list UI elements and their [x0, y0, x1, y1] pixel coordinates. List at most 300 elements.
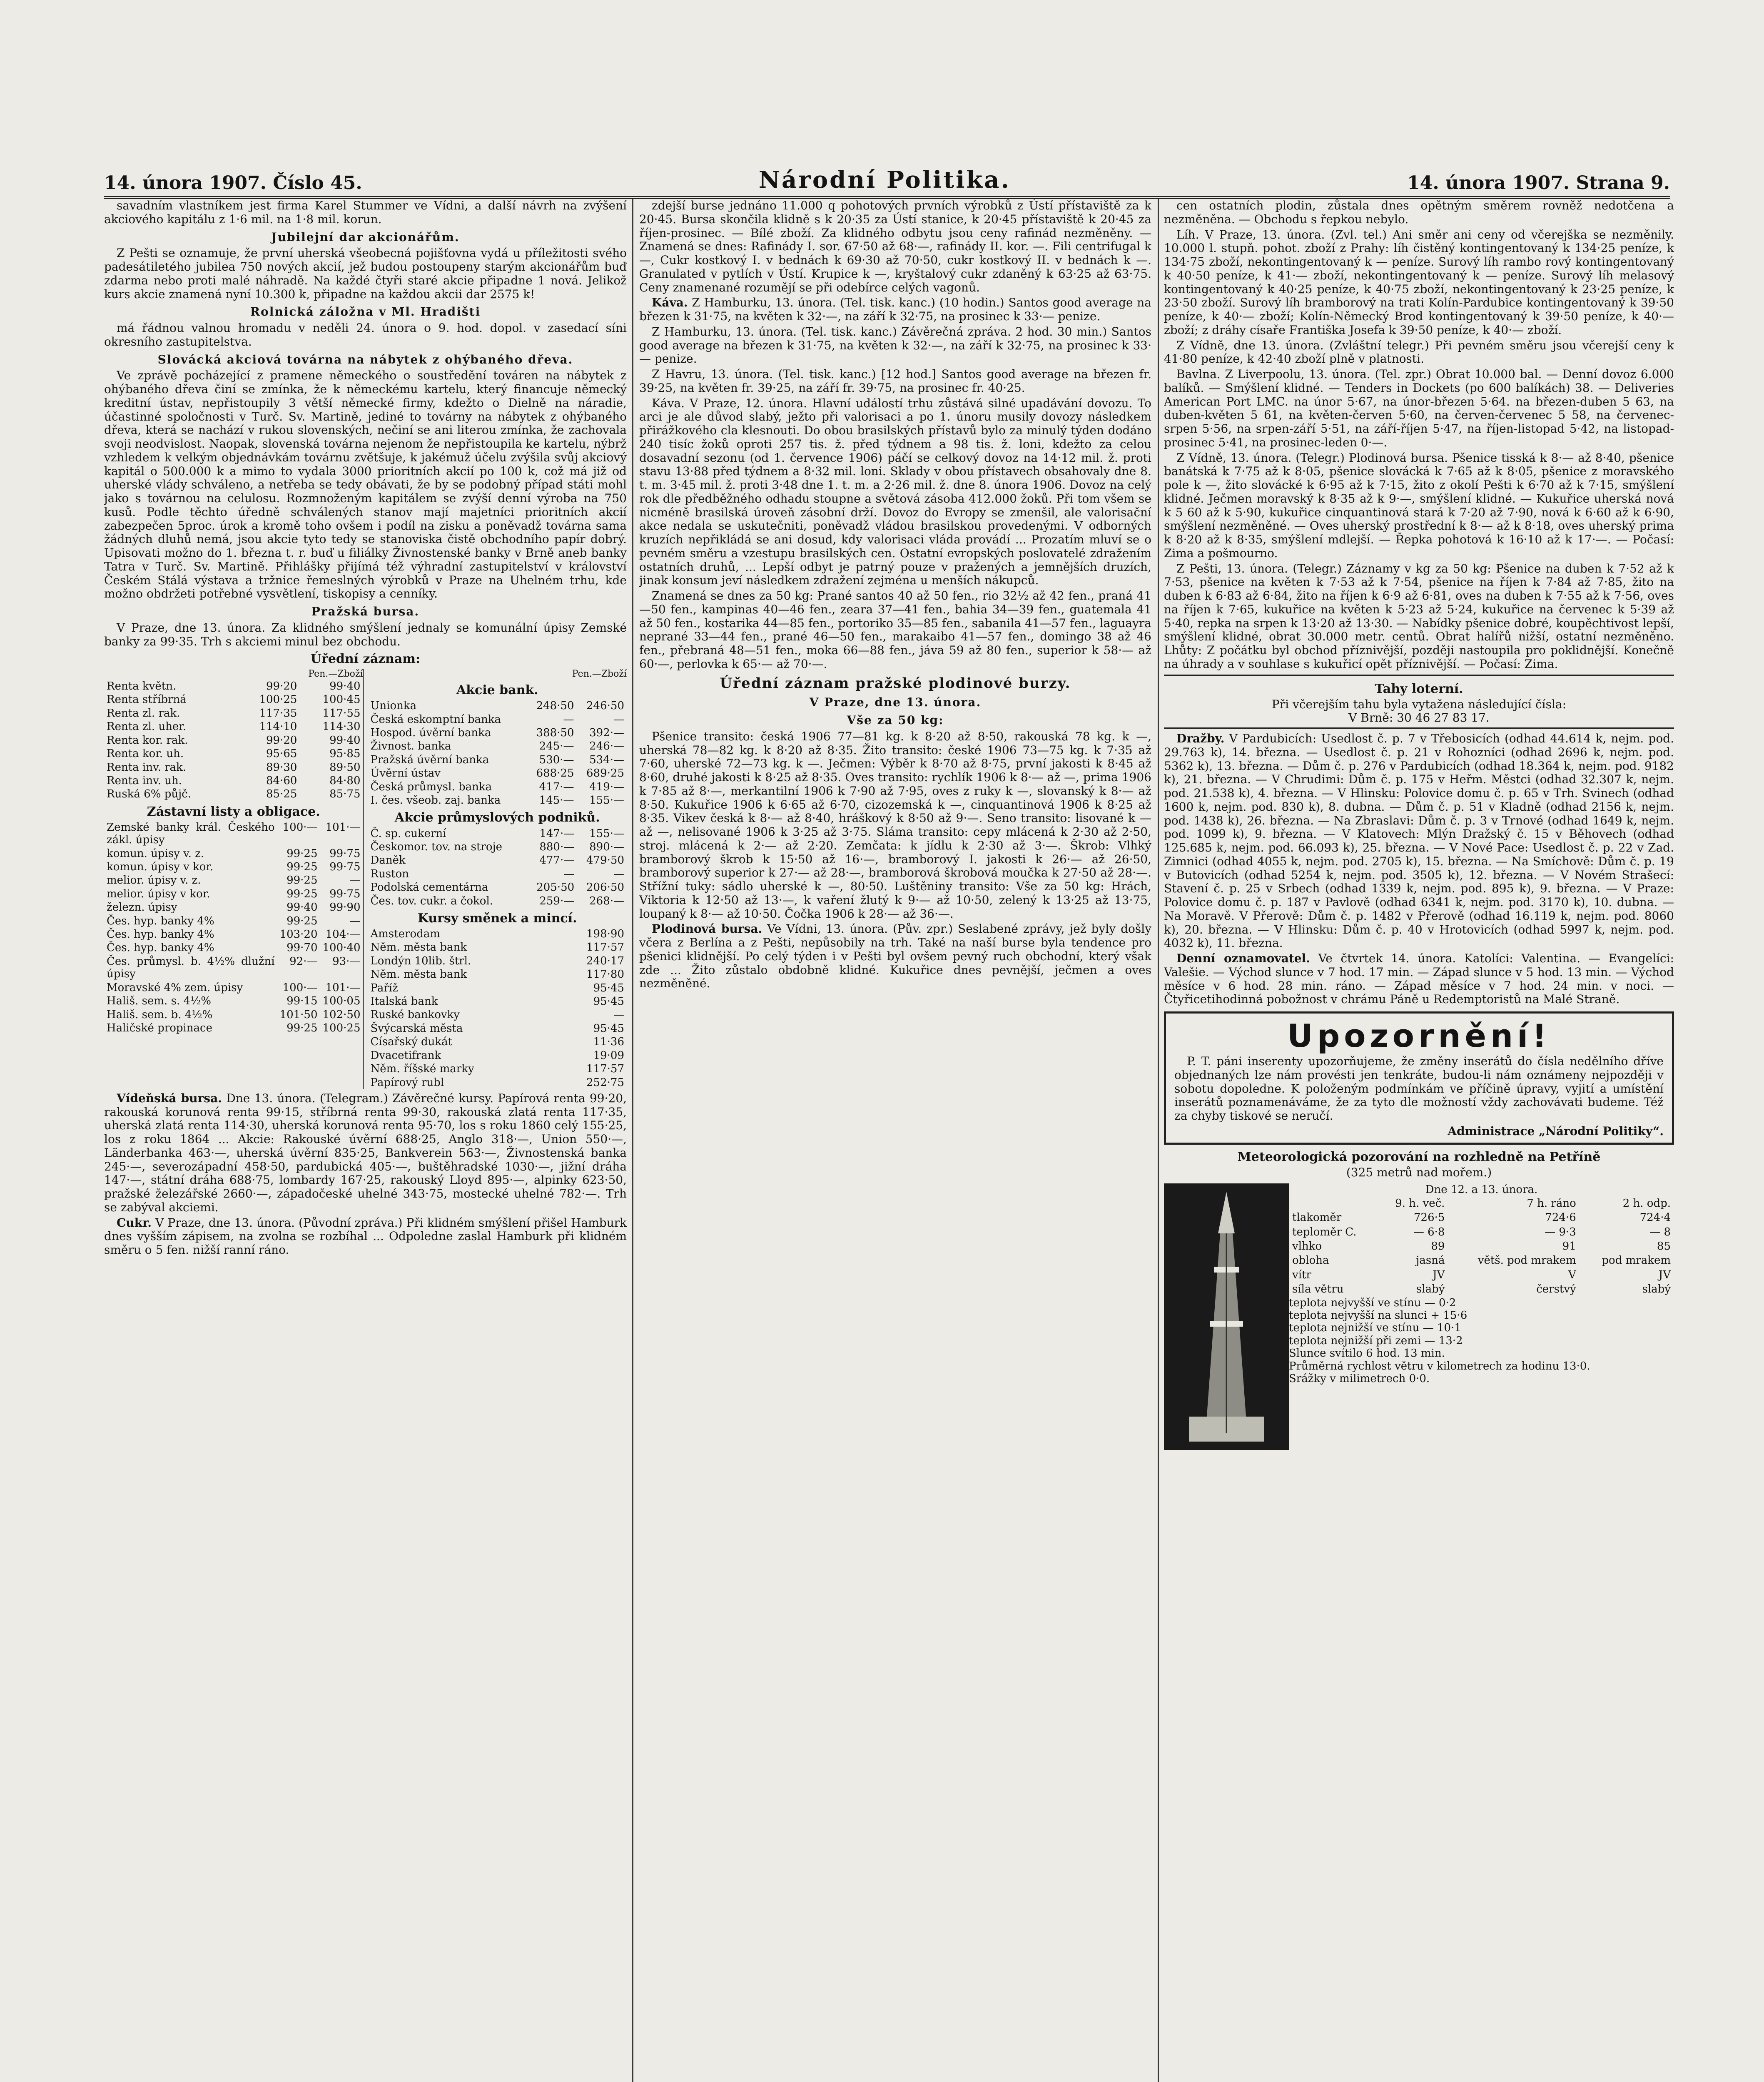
meteo-grid: [1164, 1183, 1674, 1450]
table-row: [368, 867, 627, 881]
row-value: 246·50: [586, 700, 624, 712]
row-value: 99·25: [287, 887, 318, 900]
table-row: [368, 753, 627, 767]
article-heading: Slovácká akciová továrna na nábytek z ohýbaného dřeva.: [157, 352, 573, 366]
column-3: [1164, 199, 1674, 2082]
row-value: 11·36: [593, 1036, 624, 1048]
row-value: 259·—: [539, 894, 575, 907]
article-paragraph: Líh. V Praze, 13. února. (Zvl. tel.) Ani směr ani ceny od včerejška se nezměnily. 10.000 l. stupň. pohot. zboží z Prahy: líh čistěný kontingentovaný k 134·25 peníze, k 134·75 zboží, nekontingentovaný k — peníze. Surový líh rambo rový kontingentovaný k 40·50 peníze, k 41·— zboží, nekontingentovaný k — peníze. Surový líh melasový kontingentovaný k 40·25 peníze, k 40·75 zboží, nekontingentovaný k 23·25 peníze, k 23·50 zboží. Surový líh bramborový na trati Kolín-Pardubice kontingentovaný k 39·50 peníze, k 40·— zboží; Kolín-Německý Brod kontingentovaný k 39·50 peníze, k 40·— zboží; z dráhy císaře Františka Josefa k 39·50 peníze, k 40·— zboží.: [1164, 227, 1674, 337]
row-value: 689·25: [586, 767, 624, 780]
table-row: [104, 874, 363, 887]
row-label: Čes. tov. cukr. a čokol.: [370, 894, 493, 907]
table-row: [104, 901, 363, 914]
row-label: Něm. města bank: [370, 941, 467, 954]
row-label: Haličské propinace: [107, 1021, 212, 1034]
row-value: 246·—: [589, 740, 624, 753]
row-label: Pražská úvěrní banka: [370, 753, 489, 766]
row-label: Něm. města bank: [370, 968, 467, 981]
row-value: pod mrakem: [1602, 1254, 1671, 1267]
stock-tables: [104, 669, 627, 1089]
row-value: 95·45: [593, 1022, 624, 1035]
row-label: melior. úpisy v. z.: [107, 874, 201, 887]
row-value: 93·—: [332, 955, 361, 968]
table-row: [104, 981, 363, 994]
row-value: —: [349, 874, 361, 887]
row-label: Živnost. banka: [370, 740, 451, 753]
meteo-subtitle: (325 metrů nad mořem.): [1346, 1165, 1492, 1179]
row-value: 880·—: [539, 840, 575, 853]
row-value: 95·45: [593, 981, 624, 994]
row-value: V: [1568, 1268, 1576, 1281]
row-value: 85: [1657, 1240, 1671, 1253]
row-value: 99·40: [329, 734, 361, 747]
row-value: 114·10: [259, 720, 297, 733]
row-value: 104·—: [325, 928, 361, 941]
table-row: [368, 1008, 627, 1021]
row-value: 100·40: [322, 941, 361, 954]
article-heading: Pražská bursa.: [311, 605, 420, 618]
row-value: 99·90: [329, 901, 361, 914]
listy-table: [104, 821, 363, 1035]
row-value: 205·50: [536, 881, 575, 894]
table-row: [104, 941, 363, 954]
table-row: [104, 707, 363, 720]
row-value: 100·25: [259, 693, 297, 706]
row-value: jasná: [1416, 1254, 1445, 1267]
masthead-title: Národní Politika.: [758, 166, 1011, 194]
row-label: Amsterodam: [370, 928, 440, 941]
row-label: Čes. hyp. banky 4%: [107, 928, 214, 941]
article-paragraph: Z Pešti se oznamuje, že první uherská všeobecná pojišťovna vydá u příležitosti svého padesátiletého jubilea 750 nových akcií, jež budou postoupeny starým akcionářům buď zdarma nebo proti malé náhradě. Na každé čtyři staré akcie připadne 1 nová. Jelikož kurs akcie znamená nyní 10.300 k, připadne na každou akcii dar 2575 k!: [104, 246, 627, 301]
meteo-note: teplota nejvyšší na slunci + 15·6: [1289, 1309, 1468, 1322]
row-label: Českomor. tov. na stroje: [370, 840, 503, 853]
row-label: Něm. říšské marky: [370, 1063, 474, 1076]
article-paragraph: [104, 1092, 627, 1215]
table-row: [368, 699, 627, 712]
article-heading-inline: Káva.: [652, 296, 688, 310]
row-value: 392·—: [589, 726, 624, 739]
row-value: 268·—: [589, 894, 624, 907]
article-heading-inline: Cukr.: [117, 1215, 152, 1230]
header-date-left: 14. února 1907. Číslo 45.: [104, 172, 362, 194]
row-value: 102·50: [322, 1008, 361, 1021]
row-value: 85·75: [329, 788, 361, 801]
row-label: Podolská cementárna: [370, 881, 488, 894]
row-value: 147·—: [539, 827, 575, 840]
meteo-row: [1289, 1225, 1674, 1239]
row-label: Renta inv. rak.: [107, 761, 187, 774]
stock-table-left: [104, 669, 364, 1089]
article-paragraph: Z Vídně, dne 13. února. (Zvláštní telegr.) Při pevném směru jsou včerejší ceny k 41·80 peníze, k 42·40 zboží plně v platnosti.: [1164, 338, 1674, 366]
row-label: Česká průmysl. banka: [370, 780, 492, 793]
column-1: [104, 199, 627, 2082]
row-label: Papírový rubl: [370, 1076, 444, 1089]
article-paragraph: cen ostatních plodin, zůstala dnes opětným směrem rovněž nedotčena a nezměněna. — Obchodu s řepkou nebylo.: [1164, 199, 1674, 226]
row-label: tlakoměr: [1292, 1211, 1342, 1224]
price-column-header: Pen.—Zboží: [308, 669, 363, 680]
row-label: Renta zl. rak.: [107, 707, 180, 720]
row-label: Dvacetifrank: [370, 1049, 441, 1062]
article-text: V Praze, dne 13. února. (Původní zpráva.) Při klidném smýšlení přišel Hamburk dnes vyšším zápisem, na zvolna se rozbíhal ... Odpoledne zaslal Hamburk při klidném směru o 5 fen. nižší ranní ráno.: [104, 1215, 627, 1257]
table-title: Kursy směnek a mincí.: [417, 911, 577, 926]
article-paragraph: [639, 922, 1151, 991]
table-row: [104, 847, 363, 860]
table-row: [104, 1008, 363, 1021]
meteo-corner: [1289, 1196, 1378, 1210]
table-row: [368, 927, 627, 941]
article-paragraph: [1164, 952, 1674, 1006]
row-value: 100·45: [322, 693, 361, 706]
table-row: [104, 821, 363, 847]
row-value: slabý: [1416, 1283, 1445, 1296]
row-value: 117·55: [322, 707, 361, 720]
table-row: [368, 726, 627, 740]
article-paragraph: Káva. V Praze, 12. února. Hlavní událostí trhu zůstává silné upadávání dovozu. To arci je ale důvod slabý, ježto při valorisaci a po 1. únoru musily dovozy následkem přirážkového cla klesnouti. Do obou brasilských přístavů bylo za minulý týden dodáno 240 tisíc žoků oproti 257 tis. ž. před týdnem a 98 tis. ž. loni, kdežto za celou dosavadní sezonu (od 1. července 1906) páčí se celkový dovoz na 14·12 mil. ž. proti stavu 13·88 před týdnem a 8·32 mil. loni. Sklady v obou přístavech obsahovaly dne 8. t. m. 3·45 mil. ž. proti 3·48 dne 1. t. m. a 2·26 mil. ž. dne 8. února 1906. Dovoz na celý rok dle předběžného odhadu stoupne a světová zásoba 412.000 žoků. Při tom všem se nicméně brasilská úroveň zásobní drží. Dovoz do Evropy se zmenšil, ale valorisační akce nedala se uskutečniti, poněvadž vládou brasilskou provedenými. V odborných kruzích nepřikládá se ani dosud, kdy valorisaci vláda provádí ... Prozatím mluví se o pevném směru a vzestupu brasilských cen. Ostatní evropských poslovatelé zdražením ostatních druhů, ... Lepší odbyt je patrný pouze v pražených a jemnějších druzích, jinak konsum jeví následkem zdražení zejména u menších nákupců.: [639, 396, 1151, 588]
meteo-row: [1289, 1282, 1674, 1296]
row-value: 91: [1562, 1240, 1576, 1253]
table-row: [368, 1022, 627, 1035]
row-value: 99·75: [329, 887, 361, 900]
header-date-right: 14. února 1907. Strana 9.: [1407, 172, 1670, 194]
meteo-row: [1289, 1253, 1674, 1268]
row-value: 99·40: [329, 680, 361, 693]
row-value: 103·20: [279, 928, 318, 941]
article-paragraph: zdejší burse jednáno 11.000 q pohotových prvních výrobků z Ústí přístaviště za k 20·45. Bursa skončila klidně s k 20·35 za Ústí stanice, k 20·45 přístaviště k 20·45 za říjen-prosinec. — Bílé zboží. Za klidného odbytu jsou ceny rafinád nezměněny. — Znamená se dnes: Rafinády I. sor. 67·50 až 68·—, rafinády II. kor. —. Fili centrifugal k —, Cukr kostkový I. v bednách k 69·30 až 70·50, cukr kostkový II. v bednách k —. Granulated v pytlích v Ústí. Krupice k —, kryštalový cukr zdaněný k 63·25 až 63·75. Ceny znamenané rozumějí se při odebírce celých vagonů.: [639, 199, 1151, 294]
row-value: 198·90: [586, 928, 624, 941]
row-value: 890·—: [589, 840, 624, 853]
article-paragraph: má řádnou valnou hromadu v neděli 24. února o 9. hod. dopol. v zasedací síni okresního zastupitelstva.: [104, 321, 627, 349]
row-label: Daněk: [370, 854, 406, 867]
row-value: 95·65: [266, 747, 297, 760]
row-value: 206·50: [586, 881, 624, 894]
row-value: —: [613, 713, 624, 726]
row-value: 89: [1431, 1240, 1445, 1253]
row-value: 99·20: [266, 680, 297, 693]
exchange-rates-table: [368, 927, 627, 1089]
table-row: [368, 1035, 627, 1048]
row-value: 101·50: [279, 1008, 318, 1021]
row-value: 84·60: [266, 774, 297, 787]
row-label: Ruská 6% půjč.: [107, 788, 191, 801]
article-paragraph: Z Havru, 13. února. (Tel. tisk. kanc.) [12 hod.] Santos good average na březen fr. 39·25, na květen fr. 39·25, na září fr. 39·75, na prosinec fr. 40·25.: [639, 367, 1151, 395]
row-value: 145·—: [539, 794, 574, 807]
row-value: 101·—: [325, 821, 361, 834]
table-row: [368, 941, 627, 954]
row-value: 92·—: [289, 955, 318, 968]
row-value: 117·35: [259, 707, 297, 720]
table-row: [104, 928, 363, 941]
row-label: Čes. průmysl. b. 4½% dlužní úpisy: [107, 955, 275, 981]
row-value: 477·—: [539, 854, 575, 867]
row-label: Zemské banky král. Českého zákl. úpisy: [107, 821, 275, 847]
article-paragraph: V Praze, dne 13. února. Za klidného smýšlení jednaly se komunální úpisy Zemské banky za 99·35. Trh s akciemi minul bez obchodu.: [104, 620, 627, 648]
article-text: Ve čtvrtek 14. února. Katolíci: Valentina. — Evangelíci: Valešie. — Východ slunce v 7 hod. 17 min. — Západ slunce v 5 hod. 13 min. — Východ měsíce v 6 hod. 28 min. ráno. — Západ měsíce v 7 hod. 24 min. v noci. — Čtyřicetihodinná pobožnost v chrámu Páně u Redemptoristů na Malé Straně.: [1164, 951, 1674, 1006]
meteo-column-header: 2 h. odp.: [1622, 1197, 1671, 1210]
table-title: Akcie průmyslových podniků.: [394, 810, 600, 825]
table-row: [104, 680, 363, 693]
lottery-numbers: V Brně: 30 46 27 83 17.: [1348, 711, 1490, 725]
table-row: [368, 827, 627, 840]
table-row: [368, 1062, 627, 1076]
row-value: 99·70: [287, 941, 318, 954]
row-value: 252·75: [586, 1076, 624, 1089]
row-value: 724·6: [1545, 1211, 1576, 1224]
row-label: Paříž: [370, 981, 398, 994]
notice-text: P. T. páni inserenty upozorňujeme, že změny inserátů do čísla nedělního dříve objednaných lze nám provésti jen tenkráte, budou-li nám oznámeny nejpozději v sobotu dopoledne. K položeným podmínkám ve příčině úpravy, vyjití a umístění inserátů poznamenáváme, že za tyto dle možností vždy zachovávati budeme. Též za chyby tiskové se neručí.: [1174, 1054, 1664, 1123]
article-paragraph: Pšenice transito: česká 1906 77—81 kg. k 8·20 až 8·50, rakouská 78 kg. k —, uherská 78—82 kg. k 8·20 až 8·35. Žito transito: české 1906 73—75 kg. k 7·35 až 7·60, uherské 72—73 kg. k —. Ječmen: Výběr k 8·70 až 8·75, první jakosti k 8·45 až 8·60, druhé jakosti k 8·25 až 8·35. Oves transito: rychlík 1906 k 8·— až —, prima 1906 k 7·85 až 8·—, merkantilní 1906 k 7·90 až 7·95, oves z ruky k —, slovanský k 8·— až 8·50. Kukuřice 1906 k 6·65 až 6·70, cizozemská k —, cinquantinová 1906 k 8·25 až 8·35. Vikev česká k 8·— až 8·40, hráškový k 8·50 až 9·—. Seno transito: lisované k — až —, nelisované 1906 k 3·25 až 3·75. Sláma transito: cepy mlácená k 2·30 až 2·50, stroj. mlácená k 2·— až 2·20. Zemčata: k jídlu k 2·30 až 3·—. Škrob: Vlhký bramborový škrob k 15·50 až 16·—, bramborový I. jakosti k 26·— až 26·50, bramborový superior k 27·— až 28·—, bramborová škrobová moučka k 27·50 až 28·—. Střížní tuky: sádlo uherské k —, 80·50. Luštěniny transito: Vše za 50 kg: Hrách, Viktoria k 12·50 až 13·—, k vaření žlutý k 9·— až 10·50, zelený k 13·25 až 13·75, loupaný k 8·— až 10·50. Čočka 1906 k 28·— až 36·—.: [639, 729, 1151, 921]
article-heading: Rolnická záložna v Ml. Hradišti: [250, 305, 481, 319]
article-paragraph: Z Pešti, 13. února. (Telegr.) Záznamy v kg za 50 kg: Pšenice na duben k 7·52 až k 7·53, pšenice na květen k 7·53 až k 7·54, pšenice na říjen k 7·84 až 7·85, žito na duben k 6·83 až 6·84, žito na říjen k 6·9 až 6·81, oves na duben k 7·55 až k 7·56, oves na říjen k 7·65, kukuřice na květen k 5·23 až 5·24, kukuřice na červenec k 5·39 až 5·40, repka na srpen k 13·20 až 13·30. — Nabídky pšenice dobré, koupěchtivost lepší, smýšlení klidné, obrat 30.000 metr. centů. Obrat halířů nižší, ostatní nezměněno. Lhůty: Z počátku byl obchod příznivější, později nastoupila pro poklidnější. Konečně na úhrady a v souhlase s kukuřicí opět příznivější. — Počasí: Zima.: [1164, 561, 1674, 671]
notice-box: [1164, 1011, 1674, 1144]
row-value: 99·25: [287, 1021, 318, 1034]
table-row: [104, 734, 363, 747]
row-value: 99·40: [287, 901, 318, 914]
article-heading-inline: Denní oznamovatel.: [1176, 951, 1310, 966]
row-label: I. čes. všeob. zaj. banka: [370, 794, 501, 807]
table-row: [368, 954, 627, 968]
table-row: [368, 894, 627, 908]
stock-table-right: [368, 669, 627, 1089]
row-label: Čes. hyp. banky 4%: [107, 914, 214, 927]
page-header: [104, 160, 1670, 199]
article-text: Z Hamburku, 13. února. (Tel. tisk. kanc.) (10 hodin.) Santos good average na březen k 31·75, na květen k 32·—, na září k 32·75, na prosinec k 33·— penize.: [639, 296, 1151, 323]
table-row: [368, 981, 627, 995]
row-label: síla větru: [1292, 1283, 1344, 1296]
article-heading: Úřední záznam pražské plodinové burzy.: [720, 675, 1071, 692]
article-text: Dne 13. února. (Telegram.) Závěrečné kursy. Papírová renta 99·20, rakouská korunová renta 99·15, stříbrná renta 99·30, rakouská zlatá renta 117·35, uherská zlatá renta 114·30, uherská korunová renta 95·70, los s roku 1860 celý 155·25, los z roku 1864 ... Akcie: Rakouské úvěrní 688·25, Anglo 318·—, Union 550·—, Länderbanka 463·—, uherská úvěrní 835·25, Bankverein 563·—, Živnostenská banka 245·—, severozápadní 458·50, pardubická 405·—, buštěhradské 1030·—, jižní dráha 147·—, státní dráha 688·75, lombardy 167·25, rakouský Lloyd 895·—, alpinky 623·50, pražské železářské 2660·—, západočeské uhelné 343·75, mostecké uhelné 782·—. Trh se zabýval akciemi.: [104, 1091, 627, 1214]
row-label: Č. sp. cukerní: [370, 827, 446, 840]
row-value: 117·57: [586, 941, 624, 954]
row-value: 688·25: [536, 767, 574, 780]
meteo-row: [1289, 1210, 1674, 1225]
lottery-box: [1164, 675, 1674, 729]
row-value: JV: [1658, 1268, 1671, 1281]
row-value: 99·75: [329, 861, 361, 874]
row-label: Londýn 10lib. štrl.: [370, 954, 471, 967]
article-paragraph: [104, 1216, 627, 1257]
row-value: 89·30: [266, 761, 297, 774]
row-label: Česká eskomptní banka: [370, 713, 501, 726]
meteo-data: [1289, 1183, 1674, 1450]
column-2: [639, 199, 1151, 2082]
meteo-row: [1289, 1239, 1674, 1253]
row-label: Renta květn.: [107, 680, 177, 693]
row-value: 100·—: [282, 981, 318, 994]
row-value: 530·—: [539, 753, 574, 766]
row-value: 19·09: [593, 1049, 624, 1062]
row-label: Renta kor. rak.: [107, 734, 188, 747]
article-heading-inline: Plodinová bursa.: [652, 922, 762, 936]
row-value: 99·75: [329, 847, 361, 860]
row-value: JV: [1433, 1268, 1445, 1281]
meteo-table: [1289, 1196, 1674, 1297]
row-label: Hališ. sem. s. 4½%: [107, 995, 211, 1008]
row-value: 155·—: [589, 794, 624, 807]
table-row: [368, 767, 627, 780]
table-row: [104, 761, 363, 774]
table-row: [104, 860, 363, 874]
meteo-note: Srážky v milimetrech 0·0.: [1289, 1372, 1430, 1385]
row-label: Renta inv. uh.: [107, 774, 182, 787]
row-value: 245·—: [539, 740, 574, 753]
row-value: 99·15: [287, 995, 318, 1008]
table-title: Zástavní listy a obligace.: [147, 804, 320, 819]
row-label: Renta kor. uh.: [107, 747, 184, 760]
meteo-note: teplota nejvyšší ve stínu — 0·2: [1289, 1296, 1456, 1309]
article-paragraph: [639, 296, 1151, 324]
row-value: —: [613, 1009, 624, 1021]
article-heading-inline: Dražby.: [1176, 732, 1225, 746]
table-row: [104, 994, 363, 1008]
meteo-date: Dne 12. a 13. února.: [1425, 1183, 1538, 1196]
meteo-note: teplota nejnižší ve stínu — 10·1: [1289, 1322, 1461, 1335]
meteo-notes: [1289, 1297, 1674, 1385]
row-value: — 6·8: [1413, 1225, 1445, 1238]
row-label: vítr: [1292, 1268, 1311, 1281]
row-value: —: [563, 713, 574, 726]
meteo-section: [1164, 1150, 1674, 1450]
article-paragraph: savadním vlastníkem jest firma Karel Stummer ve Vídni, a další návrh na zvýšení akciového kapitálu z 1·6 mil. na 1·8 mil. korun.: [104, 199, 627, 226]
row-label: Ruston: [370, 867, 409, 880]
row-label: teploměr C.: [1292, 1225, 1357, 1238]
article-heading: Jubilejní dar akcionářům.: [271, 230, 460, 244]
meteo-note: Průměrná rychlost větru v kilometrech za hodinu 13·0.: [1289, 1360, 1590, 1372]
row-value: 99·25: [287, 874, 318, 887]
row-label: Hališ. sem. b. 4½%: [107, 1008, 213, 1021]
article-paragraph: Bavlna. Z Liverpoolu, 13. února. (Tel. zpr.) Obrat 10.000 bal. — Denní dovoz 6.000 balíků. — Smýšlení klidné. — Tenders in Dockets (po 600 balíkách) 38. — Deliveries American Port LMC. na únor 5·67, na únor-březen 5·64. na březen-duben 5 63, na duben-květen 5 61, na květen-červen 5·60, na červen-červenec 5 58, na červenec-srpen 5·56, na srpen-září 5·51, na září-říjen 5·47, na říjen-listopad 5·42, na listopad-prosinec 5·41, na prosinec-leden 0·—.: [1164, 367, 1674, 449]
table-row: [368, 881, 627, 894]
row-value: — 9·3: [1545, 1225, 1576, 1238]
row-value: —: [349, 914, 361, 927]
row-value: větš. pod mrakem: [1477, 1254, 1576, 1267]
article-subheading: Vše za 50 kg:: [847, 713, 944, 727]
table-title: Akcie bank.: [456, 683, 538, 698]
row-label: komun. úpisy v kor.: [107, 861, 214, 874]
row-label: Renta zl. uher.: [107, 720, 187, 733]
row-label: obloha: [1292, 1254, 1329, 1267]
table-row: [104, 787, 363, 801]
table-row: [368, 854, 627, 867]
row-value: 99·25: [287, 847, 318, 860]
table-row: [104, 747, 363, 760]
row-value: 85·25: [266, 788, 297, 801]
row-value: 726·5: [1414, 1211, 1445, 1224]
table-row: [368, 1049, 627, 1062]
table-row: [104, 774, 363, 787]
article-paragraph: Znamená se dnes za 50 kg: Prané santos 40 až 50 fen., rio 32½ až 42 fen., praná 41—50 fen., kampinas 40—46 fen., zeara 37—41 fen., bahia 34—39 fen., guatemala 41 až 50 fen., kostarika 44—85 fen., portoriko 35—85 fen., sabanila 41—57 fen., laguayra neprané 33—44 fen., prané 46—50 fen., marakaibo 41—57 fen., domingo 38 až 46 fen., přebraná 48—51 fen., moka 66—88 fen., jáva 59 až 80 fen., superior k 58·— až 60·—, perlovka k 65·— až 70·—.: [639, 589, 1151, 671]
renta-table: [104, 680, 363, 801]
row-value: 388·50: [536, 726, 574, 739]
table-row: [368, 740, 627, 753]
table-row: [104, 720, 363, 733]
row-value: 240·17: [586, 954, 624, 967]
row-label: melior. úpisy v kor.: [107, 887, 210, 900]
row-label: Unionka: [370, 700, 417, 712]
row-label: železn. úpisy: [107, 901, 177, 914]
table-row: [104, 955, 363, 981]
article-heading-inline: Vídeňská bursa.: [117, 1091, 222, 1105]
row-value: 89·50: [329, 761, 361, 774]
table-row: [104, 914, 363, 928]
row-value: 100·05: [322, 995, 361, 1008]
lottery-subtitle: Při včerejším tahu byla vytažena následující čísla:: [1271, 697, 1567, 711]
article-text: Ve Vídni, 13. února. (Pův. zpr.) Seslabené zprávy, jež byly došly včera z Berlína a z Pešti, nepůsobily na trh. Také na naší burse byla tendence pro pšenici klidnější. Po celý týden i v Pešti byl ovšem pevný ruch obchodní, který však zde ... Žito zůstalo obdobně klidné. Kukuřice dnes pevnější, ječmen a oves nezměněné.: [639, 922, 1151, 991]
row-label: Císařský dukát: [370, 1036, 453, 1048]
row-value: —: [613, 867, 624, 880]
row-value: 101·—: [325, 981, 361, 994]
row-label: Úvěrní ústav: [370, 767, 441, 780]
row-label: Moravské 4% zem. úpisy: [107, 981, 243, 994]
lottery-title: Tahy loterní.: [1375, 681, 1463, 696]
meteo-note: Slunce svítilo 6 hod. 13 min.: [1289, 1347, 1445, 1360]
table-title: Úřední záznam:: [310, 652, 421, 667]
row-value: 248·50: [536, 700, 574, 712]
article-paragraph: Z Vídně, 13. února. (Telegr.) Plodinová bursa. Pšenice tisská k 8·— až 8·40, pšenice banátská k 7·75 až k 8·05, pšenice slovácká k 7·65 až k 8·05, pšenice z moravského pole k —, žito slovácké k 6·95 až k 7·15, žito z okolí Pešti k 6·70 až k 7·15, smýšlení klidné. Ječmen moravský k 8·35 až k 9·—, smýšlení klidné. — Kukuřice uherská nová k 5 60 až k 5·90, kukuřice cinquantinová stará k 7·20 až 7·90, nová k 6·60 až k 6·90, smýšlení nezměněné. — Oves uherský prostřední k 8·— až k 8·18, oves uherský prima k 8·20 až k 8·35, smýšlení mdlejší. — Řepka pohotová k 16·10 až k 17·—. — Počasí: Zima a pošmourno.: [1164, 451, 1674, 560]
row-value: 417·—: [539, 780, 574, 793]
table-row: [368, 968, 627, 981]
table-row: [104, 887, 363, 901]
table-row: [104, 693, 363, 706]
row-value: — 8: [1649, 1225, 1671, 1238]
article-text: V Pardubicích: Usedlost č. p. 7 v Třebosicích (odhad 44.614 k, nejm. pod. 29.763 k), 14. března. — Usedlost č. p. 21 v Rohozníci (odhad 2696 k, nejm. pod. 5362 k), 13. března. — Dům č. p. 276 v Pardubicích (odhad 18.364 k, nejm. pod. 9182 k), 21. března. — V Chrudimi: Dům č. p. 175 v Heřm. Městci (odhad 32.307 k, nejm. pod. 21.538 k), 4. března. — V Hlinsku: Polovice domu č. p. 65 v Trh. Svinech (odhad 1600 k, nejm. pod. 830 k), 8. dubna. — Dům č. p. 51 v Kladně (odhad 2156 k, nejm. pod. 1438 k), 26. března. — Na Zbraslavi: Dům č. p. 3 v Trnové (odhad 1649 k, nejm. pod. 1099 k), 9. března. — V Klatovech: Mlýn Dražský č. 15 v Běhovech (odhad 125.685 k, nejm. pod. 66.093 k), 25. března. — V Nové Pace: Usedlost č. p. 22 v Zad. Zimnici (odhad 4055 k, nejm. pod. 2705 k), 15. března. — Na Smíchově: Dům č. p. 19 v Butovicích (odhad 5254 k, nejm. pod. 3505 k), 12. března. — V Novém Strašecí: Stavení č. p. 25 v Srbech (odhad 1339 k, nejm. pod. 895 k), 9. března. — V Praze: Polovice domu č. p. 187 v Pavlově (odhad 6341 k, nejm. pod. 3170 k), 10. dubna. — Na Moravě. V Přerově: Dům č. p. 1482 v Přerově (odhad 16.119 k, nejm. pod. 8060 k), 20. března. — V Hlinsku: Dům č. p. 40 v Hrotovicích (odhad 5997 k, nejm. pod. 4032 k), 11. března.: [1164, 732, 1674, 950]
table-row: [368, 713, 627, 726]
row-value: 99·25: [287, 861, 318, 874]
row-value: 99·20: [266, 734, 297, 747]
notice-title: Upozornění!: [1287, 1017, 1551, 1055]
article-paragraph: Z Hamburku, 13. února. (Tel. tisk. kanc.) Závěrečná zpráva. 2 hod. 30 min.) Santos good average na březen k 31·75, na květen k 32·—, na září k 32·75, na prosinec k 33·— penize.: [639, 324, 1151, 366]
meteo-row: [1289, 1268, 1674, 1282]
row-value: 117·57: [586, 1063, 624, 1076]
row-value: 724·4: [1639, 1211, 1671, 1224]
table-row: [104, 1021, 363, 1035]
row-value: 114·30: [322, 720, 361, 733]
table-row: [368, 840, 627, 854]
article-paragraph: Ve zprávě pocházející z pramene německého o soustředění továren na nábytek z ohýbaného dřeva činí se zmínka, že k německému kartelu, který financuje německý kreditní ústav, nepřistoupily 3 větší německé firmy, kdežto o Dielně na náradie, účastinné spoločnosti v Turč. Sv. Martině, jediné to továrny na nábytek z ohýbaného dřeva, která se nachází v rukou slovenských, nečiní se ani literou zmínka, že zachovala svoji neodvislost. Naopak, slovenská továrna nejenom že nepřistoupila ke kartelu, nýbrž vzhledem k velkým objednávkám továrnu zvětšuje, k jakémuž účelu zvýšila svůj akciový kapitál o 500.000 k a mimo to vydala 3000 prioritních akcií po 100 k, což má již od uherské vlády schváleno, a netřeba se tedy obávati, že by se podobný případ státi mohl jako s továrnou na celulosu. Rozmnoženým kapitálem se zvýší denní výroba na 750 kusů. Podle těchto úředně schválených stanov mají majetníci prioritních akcií zabezpečen 5proc. úrok a kromě toho ovšem i podíl na zisku a poněvadž továrna sama žádných dluhů nemá, jsou akcie tyto tedy se stanoviska čistě obchodního papír dobrý. Upisovati možno do 1. března t. r. buď u filiálky Živnostenské banky v Brně aneb banky Tatra v Turč. Sv. Martině. Přihlášky přijímá též výhradní zastupitelství v království Českém Stálá výstava a tržnice řemeslných výrobků v Praze na Uhelném trhu, kde možno obdržeti potřebné vysvětlení, tiskopisy a cenníky.: [104, 369, 627, 601]
meteo-column-header: 9. h. več.: [1395, 1197, 1445, 1210]
article-paragraph: [1164, 732, 1674, 950]
row-label: Čes. hyp. banky 4%: [107, 941, 214, 954]
row-value: 100·—: [282, 821, 318, 834]
meteo-title: Meteorologická pozorování na rozhledně na Petříně: [1237, 1149, 1601, 1164]
row-value: 117·80: [586, 968, 624, 981]
table-row: [368, 780, 627, 794]
notice-signature: Administrace „Národní Politiky“.: [1448, 1124, 1664, 1138]
table-row: [368, 1076, 627, 1089]
row-label: komun. úpisy v. z.: [107, 847, 204, 860]
row-value: 419·—: [589, 780, 624, 793]
article-subheading: V Praze, dne 13. února.: [809, 695, 982, 710]
bank-shares-table: [368, 699, 627, 807]
row-value: 95·85: [329, 747, 361, 760]
row-value: 100·25: [322, 1021, 361, 1034]
row-label: Švýcarská města: [370, 1022, 463, 1035]
row-value: čerstvý: [1536, 1283, 1576, 1296]
column-rule: [1158, 199, 1159, 2082]
row-label: Ruské bankovky: [370, 1009, 460, 1021]
row-value: 155·—: [589, 827, 624, 840]
row-value: —: [563, 867, 575, 880]
price-column-header: Pen.—Zboží: [572, 669, 627, 680]
meteo-note: teplota nejnižší při zemi — 13·2: [1289, 1334, 1463, 1347]
row-label: Renta stříbrná: [107, 693, 187, 706]
petrin-tower-illustration: [1164, 1183, 1289, 1450]
row-value: 534·—: [589, 753, 624, 766]
row-value: 479·50: [586, 854, 624, 867]
table-row: [368, 794, 627, 807]
row-value: 99·25: [287, 914, 318, 927]
row-value: slabý: [1642, 1283, 1671, 1296]
row-label: vlhko: [1292, 1240, 1322, 1253]
